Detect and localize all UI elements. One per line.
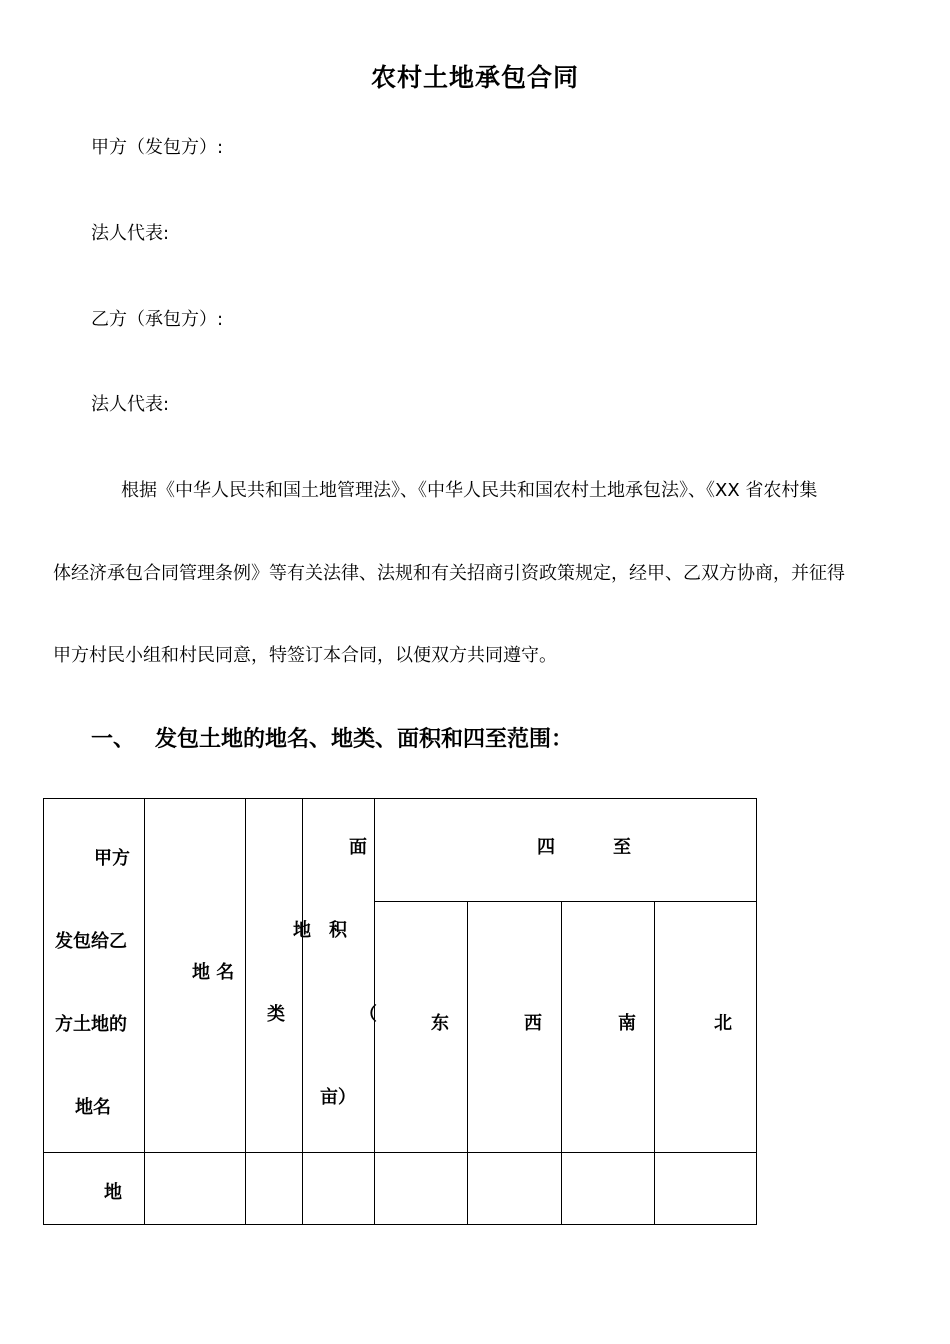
table-cell xyxy=(468,1153,562,1225)
table-cell xyxy=(246,1153,303,1225)
header-area: 面 积 （ 亩） xyxy=(303,799,375,1153)
header-west: 西 xyxy=(468,902,562,1153)
party-a-rep-field: 法人代表: xyxy=(91,223,170,244)
intro-line-3: 甲方村民小组和村民同意，特签订本合同，以便双方共同遵守。 xyxy=(53,645,557,666)
header-land-type: 地 类 xyxy=(246,799,303,1153)
party-b-rep-field: 法人代表: xyxy=(91,394,170,415)
table-cell xyxy=(375,1153,468,1225)
party-a-field: 甲方（发包方）: xyxy=(91,137,224,158)
table-cell xyxy=(145,1153,246,1225)
header-boundaries: 四 至 xyxy=(375,799,757,902)
page-title: 农村土地承包合同 xyxy=(370,63,579,92)
header-south: 南 xyxy=(562,902,655,1153)
header-landlord-parcel: 甲方 发包给乙 方土地的 地名 xyxy=(44,799,145,1153)
table-cell xyxy=(655,1153,757,1225)
section-number: 一、 xyxy=(91,727,136,752)
intro-line-1: 根据《中华人民共和国土地管理法》、《中华人民共和国农村土地承包法》、《XX 省农村集 xyxy=(121,480,818,501)
header-place-name: 地 名 xyxy=(145,799,246,1153)
table-cell xyxy=(562,1153,655,1225)
table-cell xyxy=(303,1153,375,1225)
intro-line-2: 体经济承包合同管理条例》等有关法律、法规和有关招商引资政策规定，经甲、乙双方协商，并征得 xyxy=(53,563,845,584)
section-title: 发包土地的地名、地类、面积和四至范围： xyxy=(155,727,574,752)
header-east: 东 xyxy=(375,902,468,1153)
header-north: 北 xyxy=(655,902,757,1153)
row-label: 地 xyxy=(44,1153,145,1225)
section-heading xyxy=(91,722,573,753)
party-b-field: 乙方（承包方）: xyxy=(91,309,224,330)
land-table xyxy=(43,798,757,1225)
